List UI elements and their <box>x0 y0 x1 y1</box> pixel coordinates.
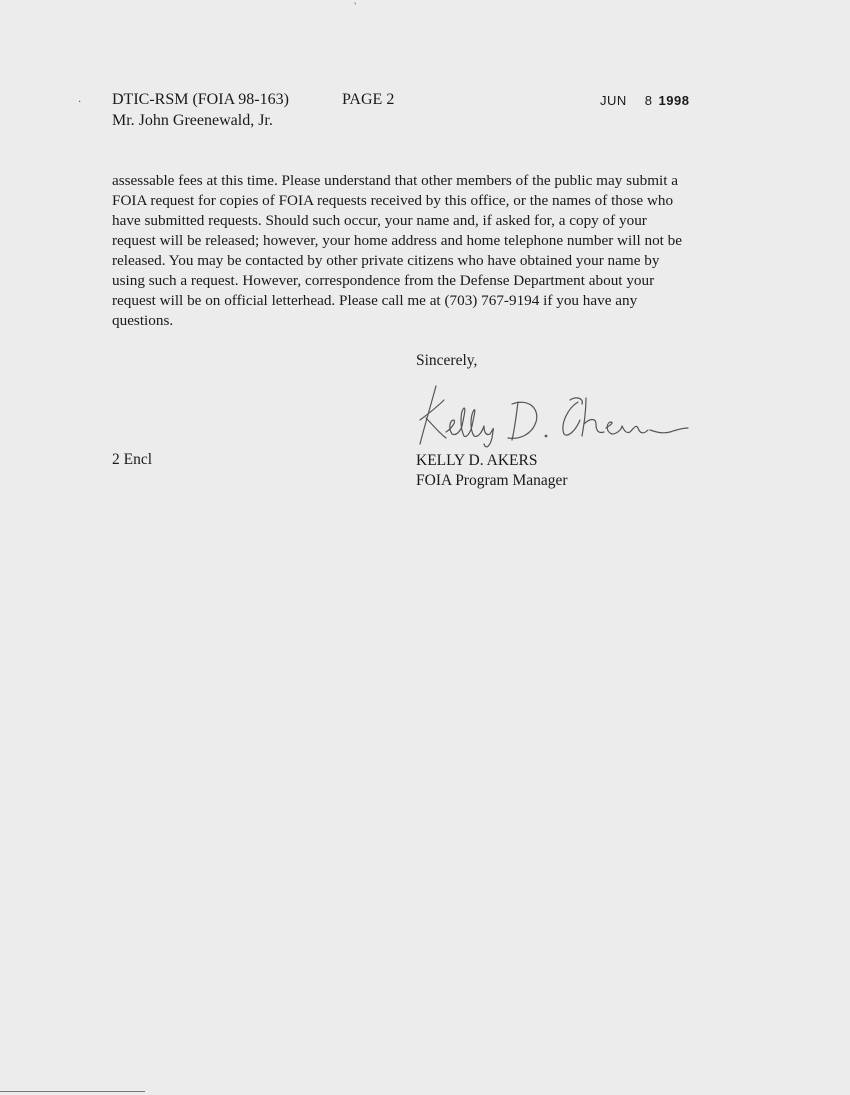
reference-number: DTIC-RSM (FOIA 98-163) <box>112 91 289 108</box>
signer-title: FOIA Program Manager <box>416 472 568 489</box>
body-line: have submitted requests. Should such occur, your name and, if asked for, a copy of your <box>112 212 647 229</box>
signature-block <box>416 451 568 491</box>
handwritten-signature <box>400 378 700 450</box>
scan-dot: · <box>78 97 82 108</box>
date-stamp <box>600 91 689 111</box>
body-line: assessable fees at this time. Please understand that other members of the public may submit a <box>112 172 679 189</box>
body-line: released. You may be contacted by other private citizens who have obtained your name by <box>112 252 660 269</box>
signer-name: KELLY D. AKERS <box>416 452 538 469</box>
body-line: using such a request. However, correspondence from the Defense Department about your <box>112 272 655 289</box>
date-year: 1998 <box>658 93 690 108</box>
scan-mark: ‵ <box>354 2 357 13</box>
page-edge-line <box>0 1091 145 1092</box>
date-day: 8 <box>644 93 653 108</box>
body-line: request will be on official letterhead. Please call me at (703) 767-9194 if you have any <box>112 292 638 309</box>
letter-body <box>112 171 752 331</box>
date-month: JUN <box>600 93 627 108</box>
closing-salutation: Sincerely, <box>416 352 478 369</box>
body-line: questions. <box>112 312 174 329</box>
enclosure-note: 2 Encl <box>112 451 153 468</box>
body-line: request will be released; however, your home address and home telephone number will not be <box>112 232 683 249</box>
addressee-name: Mr. John Greenewald, Jr. <box>112 112 273 129</box>
page-number: PAGE 2 <box>342 91 395 108</box>
body-line: FOIA request for copies of FOIA requests received by this office, or the names of those who <box>112 192 674 209</box>
